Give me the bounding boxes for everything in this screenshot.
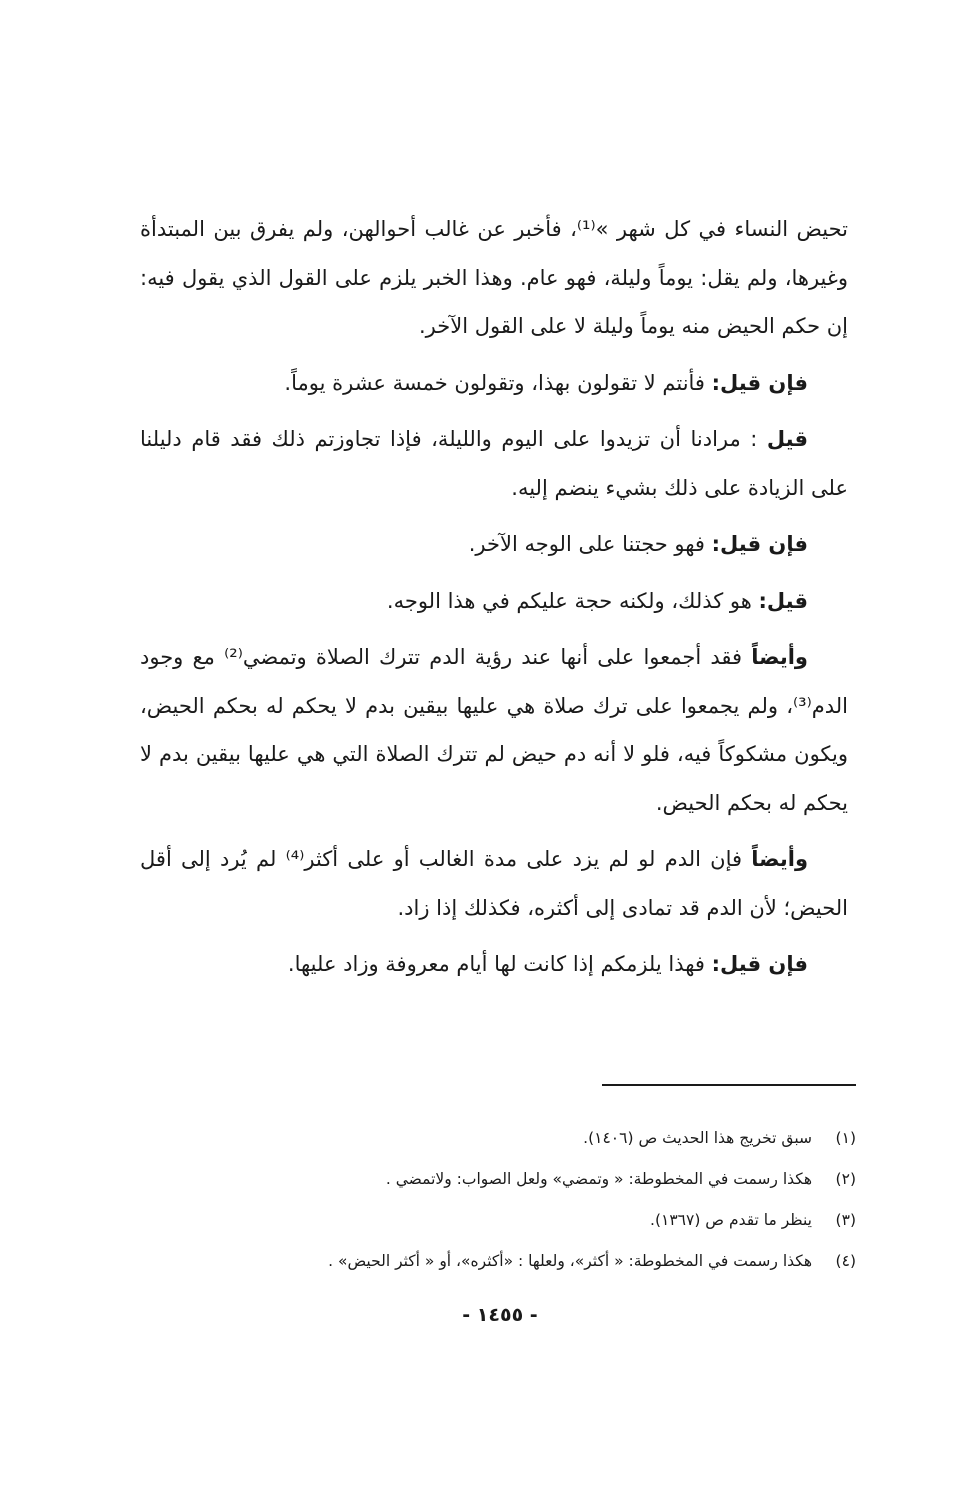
paragraph-3 — [140, 415, 848, 512]
footnote-number: (٣) — [835, 1211, 856, 1229]
paragraph-8 — [140, 940, 848, 989]
paragraph-8-lead: فإن قيل: — [711, 952, 808, 976]
paragraph-5 — [140, 577, 848, 626]
paragraph-4-lead: فإن قيل: — [711, 532, 808, 556]
paragraph-3-lead: قيل — [766, 427, 808, 451]
footnote-number: (١) — [835, 1129, 856, 1147]
paragraph-6-text: فقد أجمعوا على أنها عند رؤية الدم تترك الصلاة وتمضي⁽²⁾ مع وجود الدم⁽³⁾، ولم يجمعوا على ترك صلاة هي عليها بيقين بدم لا يحكم له بحكم الحيض، ويكون مشكوكاً فيه، فلو لا أنه دم حيض لم تترك الصلاة التي هي عليها بيقين بدم لا يحكم له بحكم الحيض. — [140, 645, 848, 815]
paragraph-6-lead: وأيضاً — [751, 645, 808, 669]
footnote-1 — [200, 1118, 856, 1159]
paragraph-2-lead: فإن قيل: — [711, 370, 808, 395]
footnote-text: ينظر ما تقدم ص (١٣٦٧). — [650, 1211, 812, 1229]
footnote-divider — [602, 1084, 856, 1086]
page-number: - ١٤٥٥ - — [462, 1304, 538, 1326]
paragraph-1: تحيض النساء في كل شهر »⁽¹⁾، فأخبر عن غالب أحوالهن، ولم يفرق بين المبتدأة وغيرها، ولم يقل: يوماً وليلة، فهو عام. وهذا الخبر يلزم على القول الذي يقول فيه: إن حكم الحيض منه يوماً وليلة لا على القول الآخر. — [140, 217, 849, 338]
paragraph-4 — [140, 520, 848, 569]
footnote-3 — [200, 1200, 856, 1241]
footnote-2 — [200, 1159, 856, 1200]
paragraph-7-text: فإن الدم لو لم يزد على مدة الغالب أو على أكثر⁽⁴⁾ لم يُرد إلى أقل الحيض؛ لأن الدم قد تمادى إلى أكثره، فكذلك إذا زاد. — [140, 847, 848, 920]
paragraph-7 — [140, 835, 848, 932]
paragraph-7-lead: وأيضاً — [751, 847, 809, 871]
paragraph-2-text: فأنتم لا تقولون بهذا، وتقولون خمسة عشرة يوماً. — [284, 370, 712, 395]
paragraph-8-text: فهذا يلزمكم إذا كانت لها أيام معروفة وزاد عليها. — [287, 952, 712, 976]
paragraph-5-lead: قيل: — [758, 588, 808, 613]
paragraph-3-text: : مرادنا أن تزيدوا على اليوم والليلة، فإذا تجاوزتم ذلك فقد قام دليلنا على الزيادة على ذلك بشيء ينضم إليه. — [140, 427, 848, 500]
footnote-text: هكذا رسمت في المخطوطة: « وتمضي» ولعل الصواب: ولاتمضي . — [385, 1170, 812, 1188]
footnote-4 — [200, 1241, 856, 1282]
footnote-text: سبق تخريج هذا الحديث ص (١٤٠٦). — [583, 1129, 812, 1147]
paragraph-2 — [140, 359, 848, 408]
paragraph-5-text: هو كذلك، ولكنه حجة عليكم في هذا الوجه. — [386, 588, 759, 613]
footnotes — [200, 1118, 856, 1282]
paragraph-6 — [140, 633, 848, 827]
main-text — [140, 205, 848, 997]
paragraph-4-text: فهو حجتنا على الوجه الآخر. — [468, 532, 712, 556]
footnote-number: (٤) — [835, 1252, 856, 1270]
footnote-number: (٢) — [835, 1170, 856, 1188]
footnote-text: هكذا رسمت في المخطوطة: « أكثر»، ولعلها : «أكثره»، أو « أكثر الحيض» . — [328, 1252, 812, 1270]
